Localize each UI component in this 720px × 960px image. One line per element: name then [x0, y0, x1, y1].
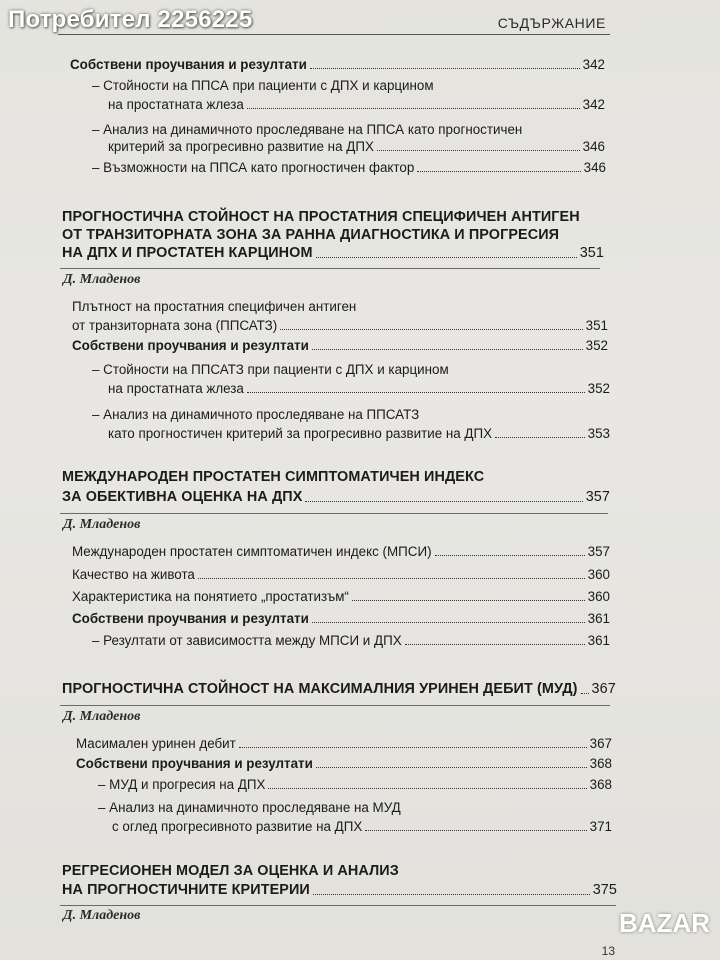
toc-entry — [92, 632, 610, 649]
section-title: ПРОГНОСТИЧНА СТОЙНОСТ НА ПРОСТАТНИЯ СПЕЦИФИЧЕН АНТИГЕН — [62, 209, 580, 225]
toc-entry-label: Качество на живота — [72, 567, 195, 582]
toc-entry — [62, 244, 604, 262]
page-number: 13 — [601, 944, 615, 958]
dot-leader — [310, 68, 580, 69]
dot-leader — [305, 501, 582, 502]
dot-leader — [247, 108, 580, 109]
toc-entry — [76, 755, 612, 772]
toc-entry-page: 353 — [587, 426, 610, 441]
toc-entry-label: Собствени проучвания и резултати — [72, 611, 309, 626]
toc-entry — [108, 96, 605, 113]
toc-entry-label: на простатната жлеза — [108, 97, 244, 112]
toc-entry — [108, 138, 605, 155]
toc-entry-page: 352 — [585, 338, 608, 353]
author: Д. Младенов — [63, 709, 141, 724]
toc-entry-page: 367 — [591, 681, 616, 697]
dot-leader — [435, 555, 585, 556]
toc-entry-line: – Анализ на динамичното проследяване на ППСА като прогностичен — [92, 122, 523, 137]
toc-entry — [112, 818, 612, 835]
toc-entry-line: – Анализ на динамичното проследяване на ППСАТЗ — [92, 407, 420, 422]
dot-leader — [316, 767, 587, 768]
toc-entry-label: Собствени проучвания и резултати — [72, 338, 309, 353]
user-watermark: Потребител 2256225 — [8, 6, 253, 33]
toc-entry-label: критерий за прогресивно развитие на ДПХ — [108, 139, 374, 154]
toc-entry — [62, 488, 610, 506]
toc-entry — [62, 881, 617, 899]
toc-entry-label: Собствени проучвания и резултати — [76, 756, 313, 771]
author: Д. Младенов — [63, 517, 141, 532]
toc-entry-page: 346 — [582, 139, 605, 154]
toc-entry-label: на простатната жлеза — [108, 381, 244, 396]
toc-entry — [72, 543, 610, 560]
toc-entry-page: 357 — [587, 544, 610, 559]
dot-leader — [377, 150, 580, 151]
toc-entry-page: 368 — [589, 756, 612, 771]
toc-entry — [72, 588, 610, 605]
section-title: НА ДПХ И ПРОСТАТЕН КАРЦИНОМ — [62, 245, 313, 261]
toc-entry-line: – Анализ на динамичното проследяване на МУД — [98, 800, 401, 815]
toc-entry — [72, 610, 610, 627]
toc-entry-label: Международен простатен симптоматичен индекс (МПСИ) — [72, 544, 432, 559]
toc-entry-page: 360 — [587, 589, 610, 604]
dot-leader — [268, 788, 586, 789]
toc-entry-page: 375 — [592, 882, 617, 898]
toc-entry-label: Собствени проучвания и резултати — [70, 57, 307, 72]
author: Д. Младенов — [63, 908, 141, 923]
toc-entry-page: 367 — [589, 736, 612, 751]
section-title: МЕЖДУНАРОДЕН ПРОСТАТЕН СИМПТОМАТИЧЕН ИНДЕКС — [62, 469, 485, 485]
toc-entry — [76, 735, 612, 752]
section-rule — [60, 905, 616, 906]
toc-entry-page: 351 — [585, 318, 608, 333]
toc-entry — [70, 56, 605, 73]
toc-entry — [72, 566, 610, 583]
dot-leader — [581, 693, 589, 694]
toc-entry-page: 342 — [582, 57, 605, 72]
section-rule — [60, 513, 608, 514]
dot-leader — [280, 329, 582, 330]
section-title: ЗА ОБЕКТИВНА ОЦЕНКА НА ДПХ — [62, 489, 303, 505]
section-title: ОТ ТРАНЗИТОРНАТА ЗОНА ЗА РАННА ДИАГНОСТИКА И ПРОГРЕСИЯ — [62, 227, 560, 243]
toc-entry-label: – МУД и прогресия на ДПХ — [98, 777, 266, 792]
section-title: ПРОГНОСТИЧНА СТОЙНОСТ НА МАКСИМАЛНИЯ УРИНЕН ДЕБИТ (МУД) — [62, 681, 578, 697]
section-title: НА ПРОГНОСТИЧНИТЕ КРИТЕРИИ — [62, 882, 310, 898]
toc-entry — [108, 425, 610, 442]
toc-entry — [72, 317, 608, 334]
toc-entry-page: 351 — [579, 245, 604, 261]
dot-leader — [313, 894, 590, 895]
toc-entry-page: 368 — [589, 777, 612, 792]
dot-leader — [239, 747, 587, 748]
toc-entry-page: 352 — [587, 381, 610, 396]
dot-leader — [247, 392, 585, 393]
header-rule — [58, 34, 610, 35]
toc-entry-page: 346 — [583, 160, 606, 175]
toc-entry-page: 360 — [587, 567, 610, 582]
toc-entry — [92, 159, 606, 176]
toc-entry-page: 342 — [582, 97, 605, 112]
toc-entry-line: Плътност на простатния специфичен антиген — [72, 299, 357, 314]
toc-entry-label: с оглед прогресивното развитие на ДПХ — [112, 819, 363, 834]
toc-entry — [72, 337, 608, 354]
dot-leader — [417, 171, 580, 172]
toc-entry-label: Характеристика на понятието „простатизъм“ — [72, 589, 349, 604]
toc-entry — [108, 380, 610, 397]
toc-entry-page: 371 — [589, 819, 612, 834]
dot-leader — [312, 349, 583, 350]
section-rule — [60, 705, 610, 706]
toc-entry-page: 361 — [587, 633, 610, 648]
dot-leader — [405, 644, 585, 645]
author: Д. Младенов — [63, 272, 141, 287]
dot-leader — [198, 578, 585, 579]
dot-leader — [495, 437, 585, 438]
toc-entry-label: – Възможности на ППСА като прогностичен фактор — [92, 160, 415, 175]
section-title: РЕГРЕСИОНЕН МОДЕЛ ЗА ОЦЕНКА И АНАЛИЗ — [62, 863, 399, 879]
toc-entry-page: 361 — [587, 611, 610, 626]
dot-leader — [316, 257, 577, 258]
toc-entry-line: – Стойности на ППСА при пациенти с ДПХ и карцином — [92, 78, 434, 93]
toc-entry-label: – Резултати от зависимостта между МПСИ и ДПХ — [92, 633, 402, 648]
section-rule — [60, 268, 600, 269]
toc-entry-label: като прогностичен критерий за прогресивно развитие на ДПХ — [108, 426, 493, 441]
toc-entry-label: от транзиторната зона (ППСАТЗ) — [72, 318, 278, 333]
toc-entry-label: Масимален уринен дебит — [76, 736, 236, 751]
bazar-logo: BAZAR — [619, 908, 710, 938]
dot-leader — [352, 600, 585, 601]
toc-entry — [98, 776, 612, 793]
dot-leader — [365, 830, 586, 831]
running-head: СЪДЪРЖАНИЕ — [497, 15, 606, 31]
toc-entry-page: 357 — [585, 489, 610, 505]
toc-entry — [62, 680, 616, 698]
toc-entry-line: – Стойности на ППСАТЗ при пациенти с ДПХ и карцином — [92, 362, 449, 377]
dot-leader — [312, 622, 585, 623]
